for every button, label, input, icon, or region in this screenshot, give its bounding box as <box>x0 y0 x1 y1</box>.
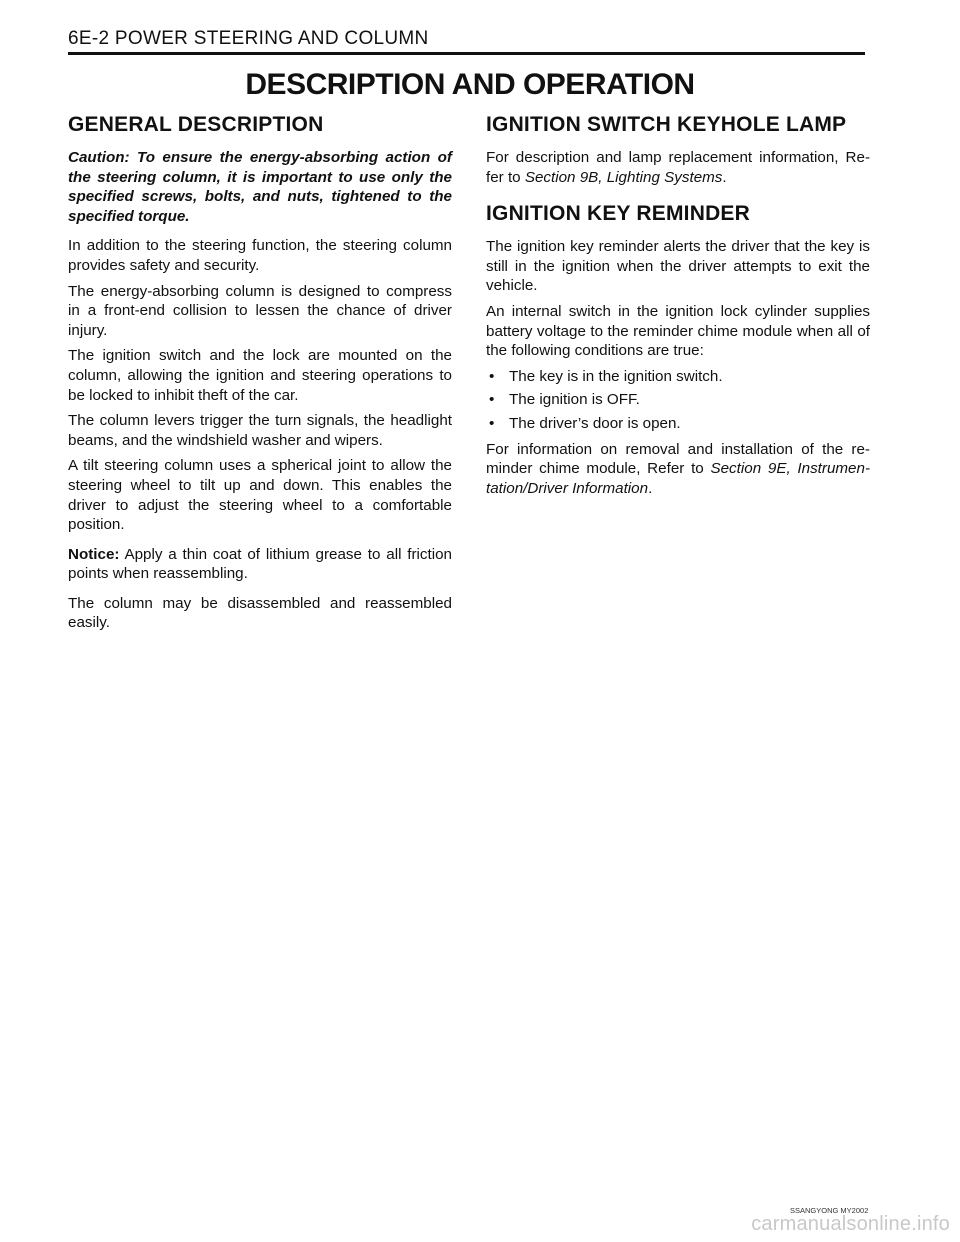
page-title: DESCRIPTION AND OPERATION <box>245 68 695 101</box>
general-description-heading: GENERAL DESCRIPTION <box>68 113 324 136</box>
paragraph-tilt-column: A tilt steering column uses a spherical joint to allow the steering wheel to tilt up and down. This enables the driver to adjust the steering wheel to a comfortable position. <box>68 457 452 534</box>
notice-paragraph <box>68 545 452 584</box>
watermark: carmanualsonline.info <box>751 1213 950 1235</box>
list-item: • The driver’s door is open. <box>489 414 681 432</box>
header-rule <box>68 52 865 55</box>
paragraph-column-levers: The column levers trigger the turn signals, the headlight beams, and the windshield washer and wipers. <box>68 412 452 449</box>
bullet-icon: • <box>489 414 495 432</box>
footer-brand: SSANGYONG MY2002 <box>790 1206 869 1215</box>
key-reminder-paragraph-1: The ignition key reminder alerts the driver that the key is still in the ignition when the driver attempts to exit the vehicle. <box>486 238 870 295</box>
paragraph-ignition-lock: The ignition switch and the lock are mounted on the column, allowing the ignition and steering operations to be locked to inhibit theft of the car. <box>68 347 452 404</box>
keyhole-lamp-heading: IGNITION SWITCH KEYHOLE LAMP <box>486 113 847 136</box>
right-column <box>486 112 870 504</box>
notice-text: Apply a thin coat of lithium grease to all friction points when reassembling. <box>68 545 452 583</box>
lighting-systems-reference: Section 9B, Lighting Systems <box>524 168 723 186</box>
conditions-list <box>486 367 870 434</box>
paragraph-disassembly: The column may be disassembled and reassembled easily. <box>68 594 452 632</box>
bullet-icon: • <box>489 391 495 409</box>
notice-label: Notice: <box>68 545 120 563</box>
keyhole-lamp-text: For description and lamp replacement information, Re-fer to Section 9B, Lighting Systems. <box>486 149 870 186</box>
paragraph-energy-absorbing: The energy-absorbing column is designed to compress in a front-end collision to lessen the chance of driver injury. <box>68 282 452 339</box>
list-item: • The ignition is OFF. <box>489 391 640 409</box>
caution-text: Caution: To ensure the energy-absorbing action of the steering column, it is important to use only the specified screws, bolts, and nuts, tightened to the specified torque. <box>68 149 452 225</box>
list-item: • The key is in the ignition switch. <box>489 367 723 385</box>
key-reminder-paragraph-2: An internal switch in the ignition lock cylinder supplies battery voltage to the reminder chime module when all of the following conditions are true: <box>486 302 870 360</box>
removal-info-paragraph: For information on removal and installation of the re-minder chime module, Refer to Section 9E, Instrumen-tation/Driver Information. <box>486 440 871 497</box>
instrumentation-reference: Section 9E, Instrumen-tation/Driver Information <box>486 460 871 497</box>
bullet-icon: • <box>489 367 495 385</box>
page-header: 6E-2 POWER STEERING AND COLUMN <box>68 28 429 49</box>
key-reminder-heading: IGNITION KEY REMINDER <box>486 202 751 226</box>
left-column <box>68 112 452 639</box>
paragraph-safety: In addition to the steering function, the steering column provides safety and security. <box>68 237 452 274</box>
